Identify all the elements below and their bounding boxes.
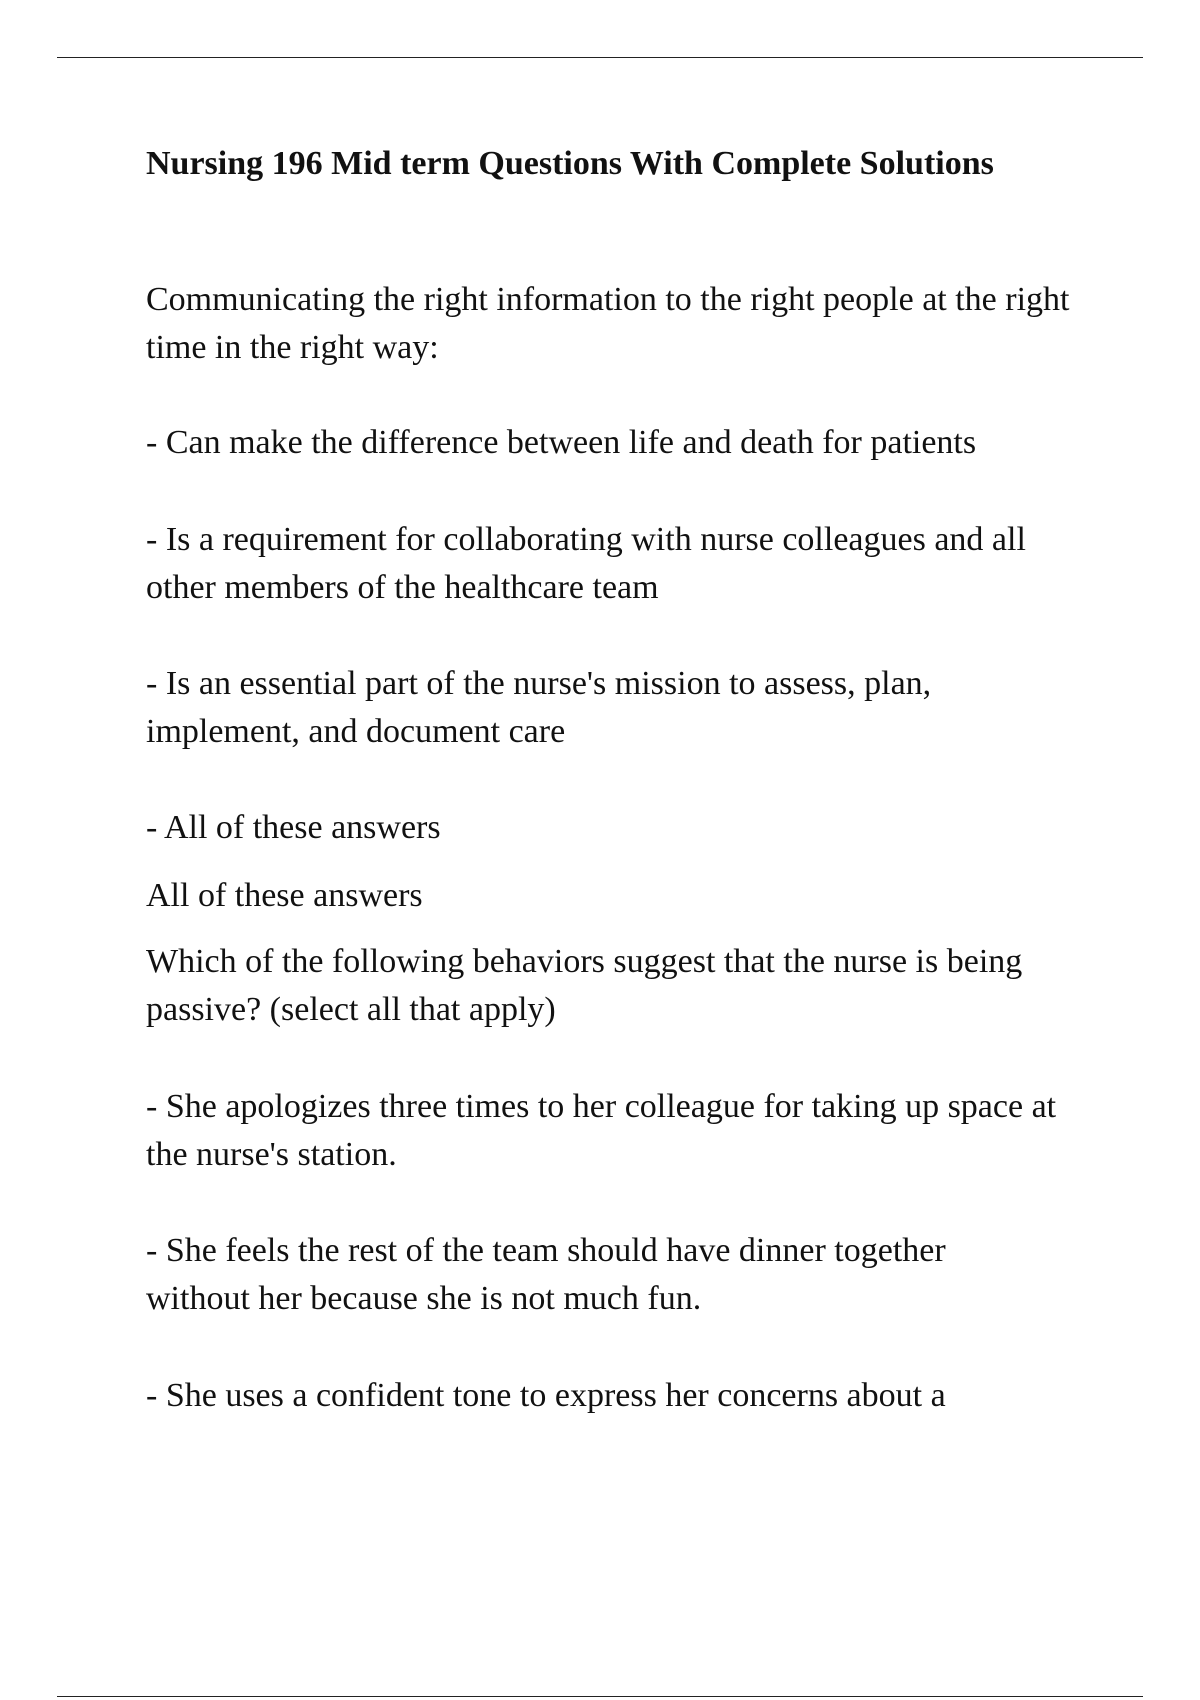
question-2-option-b: - She feels the rest of the team should have dinner together without her because she is not much fun. — [146, 1232, 946, 1317]
question-1-option-a: - Can make the difference between life and death for patients — [146, 424, 977, 461]
bottom-rule — [57, 1696, 1143, 1697]
question-2-option-c: - She uses a confident tone to express her concerns about a — [146, 1377, 946, 1414]
question-1-option-c: - Is an essential part of the nurse's mission to assess, plan, implement, and document care — [146, 665, 932, 750]
document-body — [146, 140, 1096, 1420]
question-1-option-b: - Is a requirement for collaborating with nurse colleagues and all other members of the healthcare team — [146, 521, 1026, 606]
question-1-option-d: - All of these answers — [146, 809, 441, 846]
document-title: Nursing 196 Mid term Questions With Complete Solutions — [146, 145, 994, 182]
question-2-option-a: - She apologizes three times to her colleague for taking up space at the nurse's station. — [146, 1088, 1057, 1173]
question-2-prompt: Which of the following behaviors suggest that the nurse is being passive? (select all that apply) — [146, 943, 1023, 1028]
question-1-answer: All of these answers — [146, 877, 423, 914]
top-rule — [57, 57, 1143, 58]
question-1-prompt: Communicating the right information to the right people at the right time in the right way: — [146, 281, 1070, 366]
